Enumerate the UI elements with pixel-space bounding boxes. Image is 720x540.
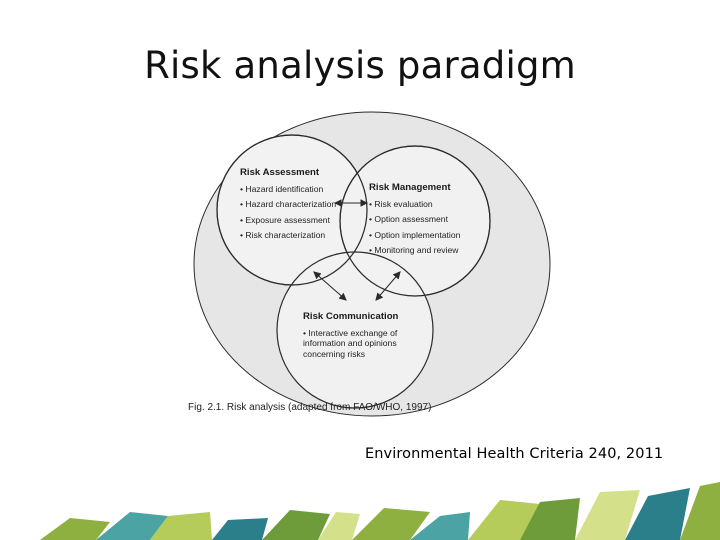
- risk-management-heading: Risk Management: [369, 182, 451, 193]
- risk-management-item: • Option implementation: [369, 230, 487, 241]
- decorative-footer-band: [0, 482, 720, 540]
- risk-assessment-item: • Hazard identification: [240, 184, 352, 195]
- risk-assessment-text: [240, 168, 352, 246]
- risk-analysis-figure: [178, 104, 562, 422]
- risk-management-item: • Risk evaluation: [369, 199, 487, 210]
- slide-title: Risk analysis paradigm: [144, 44, 576, 87]
- risk-assessment-item: • Exposure assessment: [240, 215, 352, 226]
- risk-assessment-item: • Hazard characterization: [240, 199, 352, 210]
- risk-management-item: • Monitoring and review: [369, 245, 487, 256]
- source-citation: Environmental Health Criteria 240, 2011: [365, 446, 664, 462]
- risk-assessment-heading: Risk Assessment: [240, 167, 320, 178]
- risk-communication-item: • Interactive exchange of information and opinions concerning risks: [303, 328, 428, 360]
- risk-management-item: • Option assessment: [369, 214, 487, 225]
- risk-communication-text: [303, 312, 428, 364]
- risk-communication-heading: Risk Communication: [303, 311, 399, 322]
- venn-diagram: [178, 104, 562, 422]
- figure-caption: Fig. 2.1. Risk analysis (adapted from FAO/WHO, 1997): [188, 402, 432, 413]
- risk-assessment-item: • Risk characterization: [240, 230, 352, 241]
- risk-management-text: [369, 183, 487, 261]
